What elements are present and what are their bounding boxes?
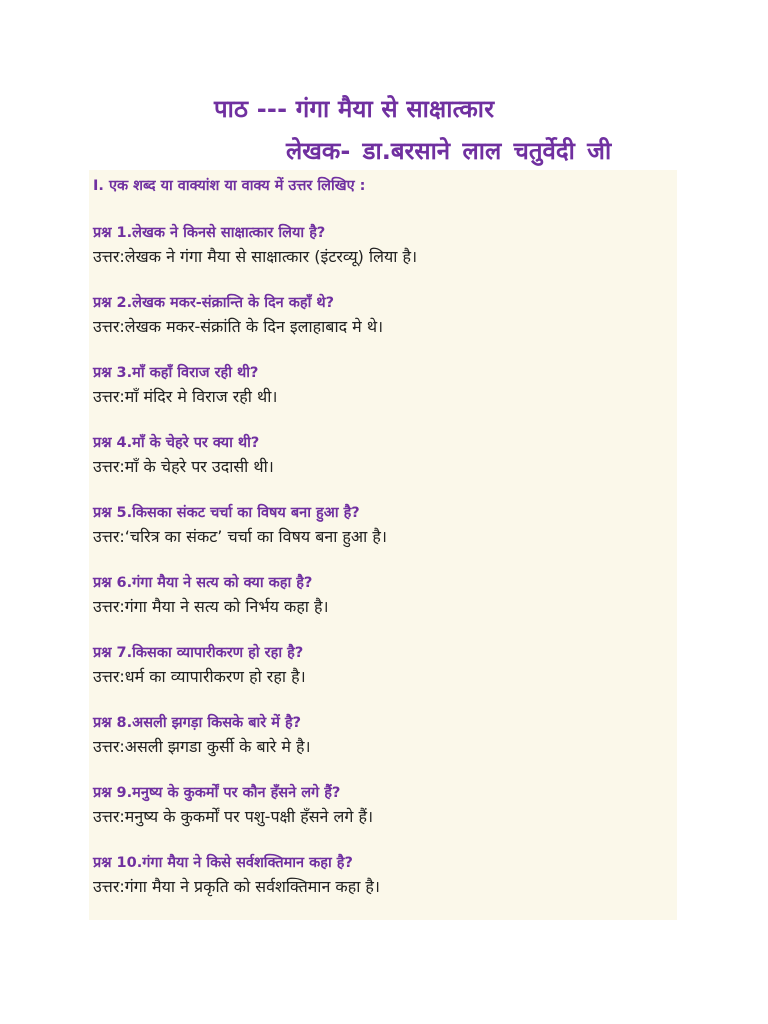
answer-3: उत्तर:माँ मंदिर मे विराज रही थी। <box>93 387 278 406</box>
answer-4: उत्तर:माँ के चेहरे पर उदासी थी। <box>93 457 274 476</box>
answer-7: उत्तर:धर्म का व्यापारीकरण हो रहा है। <box>93 667 306 686</box>
answer-2: उत्तर:लेखक मकर-संक्रांति के दिन इलाहाबाद मे थे। <box>93 317 384 336</box>
question-3: प्रश्न 3.माँ कहाँ विराज रही थी? <box>93 365 259 381</box>
qa-item-1 <box>93 222 677 270</box>
question-2: प्रश्न 2.लेखक मकर-संक्रान्ति के दिन कहाँ थे? <box>93 295 335 311</box>
question-7: प्रश्न 7.किसका व्यापारीकरण हो रहा है? <box>93 645 304 661</box>
answer-9: उत्तर:मनुष्य के कुकर्मों पर पशु-पक्षी हँसने लगे हैं। <box>93 807 374 826</box>
qa-item-8 <box>93 712 677 760</box>
qa-item-6 <box>93 572 677 620</box>
question-6: प्रश्न 6.गंगा मैया ने सत्य को क्या कहा है? <box>93 575 313 591</box>
answer-5: उत्तर:‘चरित्र का संकट’ चर्चा का विषय बना हुआ है। <box>93 527 387 546</box>
qa-item-7 <box>93 642 677 690</box>
question-9: प्रश्न 9.मनुष्य के कुकर्मों पर कौन हँसने लगे हैं? <box>93 785 341 801</box>
qa-item-4 <box>93 432 677 480</box>
qa-item-10 <box>93 852 677 900</box>
answer-6: उत्तर:गंगा मैया ने सत्य को निर्भय कहा है। <box>93 597 329 616</box>
qa-item-9 <box>93 782 677 830</box>
question-10: प्रश्न 10.गंगा मैया ने किसे सर्वशक्तिमान कहा है? <box>93 855 353 871</box>
answer-1: उत्तर:लेखक ने गंगा मैया से साक्षात्कार (इंटरव्यू) लिया है। <box>93 247 418 266</box>
question-8: प्रश्न 8.असली झगड़ा किसके बारे में है? <box>93 715 302 731</box>
author-line: लेखक- डा.बरसाने लाल चतुर्वेदी जी <box>286 137 612 165</box>
qa-content-block <box>89 170 677 920</box>
qa-item-5 <box>93 502 677 550</box>
question-5: प्रश्न 5.किसका संकट चर्चा का विषय बना हुआ है? <box>93 505 360 521</box>
answer-10: उत्तर:गंगा मैया ने प्रकृति को सर्वशक्तिमान कहा है। <box>93 877 380 896</box>
qa-item-2 <box>93 292 677 340</box>
section-heading: I. एक शब्द या वाक्यांश या वाक्य में उत्तर लिखिए : <box>93 178 366 194</box>
lesson-title: पाठ --- गंगा मैया से साक्षात्कार <box>214 95 495 123</box>
answer-8: उत्तर:असली झगडा कुर्सी के बारे मे है। <box>93 737 311 756</box>
question-1: प्रश्न 1.लेखक ने किनसे साक्षात्कार लिया है? <box>93 225 326 241</box>
question-4: प्रश्न 4.माँ के चेहरे पर क्या थी? <box>93 435 260 451</box>
qa-item-3 <box>93 362 677 410</box>
